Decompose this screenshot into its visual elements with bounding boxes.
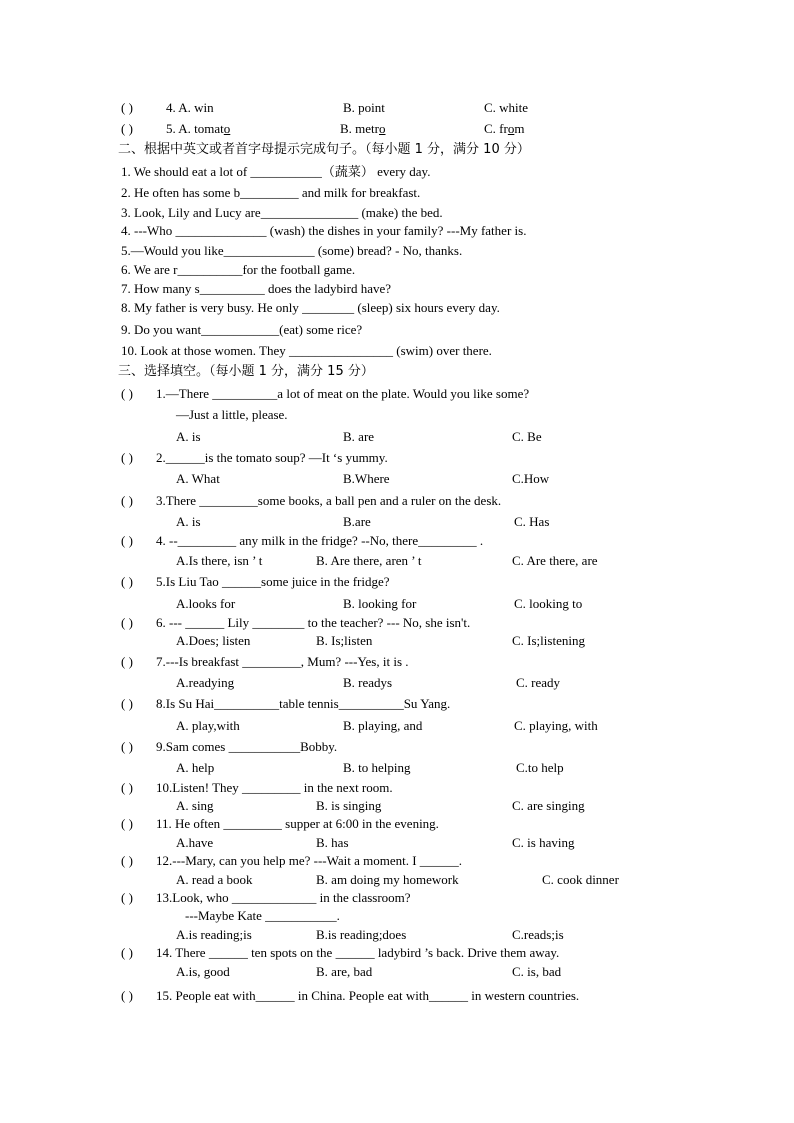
s3-q14-option-c: C. is, bad: [512, 964, 562, 979]
s3-q6-option-c: C. Is;listening: [512, 633, 585, 648]
s2-item-6: 6. We are r__________for the football game.: [121, 262, 356, 277]
s3-q9-stem: 9.Sam comes ___________Bobby.: [156, 739, 338, 754]
s2-item-10: 10. Look at those women. They ________________ (swim) over there.: [121, 343, 492, 358]
s3-q13-stem: 13.Look, who _____________ in the classroom?: [156, 890, 411, 905]
q4-option-c: C. white: [484, 100, 529, 115]
s3-q12-option-c: C. cook dinner: [542, 872, 619, 887]
s3-q4-option-b: B. Are there, aren ’ t: [316, 553, 422, 568]
s3-q14-stem: 14. There ______ ten spots on the ______ ladybird ’s back. Drive them away.: [156, 945, 560, 960]
s3-q8-paren: ( ): [121, 696, 133, 711]
s3-q7-option-a: A.readying: [176, 675, 235, 690]
s3-q5-paren: ( ): [121, 574, 133, 589]
q4-paren: ( ): [121, 100, 133, 115]
q5-c-underlined: o: [507, 121, 515, 136]
s3-q4-stem: 4. --_________ any milk in the fridge? --No, there_________ .: [156, 533, 484, 548]
s3-q13-paren: ( ): [121, 890, 133, 905]
s3-q2-option-a: A. What: [176, 471, 220, 486]
s3-q14-paren: ( ): [121, 945, 133, 960]
s2-item-2: 2. He often has some b_________ and milk for breakfast.: [121, 185, 421, 200]
s3-q15-paren: ( ): [121, 988, 133, 1003]
s3-q5-option-a: A.looks for: [176, 596, 236, 611]
s2-item-3: 3. Look, Lily and Lucy are_______________ (make) the bed.: [121, 205, 443, 220]
s3-q12-paren: ( ): [121, 853, 133, 868]
s3-q3-stem: 3.There _________some books, a ball pen and a ruler on the desk.: [156, 493, 502, 508]
s3-q11-option-a: A.have: [176, 835, 214, 850]
s3-q15-stem: 15. People eat with______ in China. People eat with______ in western countries.: [156, 988, 580, 1003]
s3-q2-option-c: C.How: [512, 471, 550, 486]
s2-item-8: 8. My father is very busy. He only ________ (sleep) six hours every day.: [121, 300, 500, 315]
s3-q10-option-a: A. sing: [176, 798, 214, 813]
q5-option-b: [340, 121, 386, 137]
s3-q4-option-c: C. Are there, are: [512, 553, 598, 568]
q5-option-c: [484, 121, 524, 137]
s3-q12-stem: 12.---Mary, can you help me? ---Wait a moment. I ______.: [156, 853, 463, 868]
s3-q13-option-a: A.is reading;is: [176, 927, 252, 942]
s3-q10-option-c: C. are singing: [512, 798, 585, 813]
s2-item-9: 9. Do you want____________(eat) some rice?: [121, 322, 363, 337]
s3-q6-paren: ( ): [121, 615, 133, 630]
section2-heading: 二、根据中英文或者首字母提示完成句子。（每小题 1 分，满分 10 分）: [118, 142, 530, 157]
section3-heading: 三、选择填空。（每小题 1 分，满分 15 分）: [118, 364, 374, 379]
q5-a-underlined: o: [223, 121, 231, 136]
s3-q6-stem: 6. --- ______ Lily ________ to the teacher? --- No, she isn't.: [156, 615, 471, 630]
s3-q7-option-b: B. readys: [343, 675, 393, 690]
s3-q9-paren: ( ): [121, 739, 133, 754]
s2-item-4: 4. ---Who ______________ (wash) the dishes in your family? ---My father is.: [121, 223, 527, 238]
q5-b-underlined: o: [379, 121, 386, 136]
s3-q4-option-a: A.Is there, isn ’ t: [176, 553, 263, 568]
s3-q13-option-b: B.is reading;does: [316, 927, 407, 942]
s3-q4-paren: ( ): [121, 533, 133, 548]
q5-c-text-end: m: [514, 121, 525, 136]
s3-q2-stem: 2.______is the tomato soup? —It ‘s yummy.: [156, 450, 388, 465]
s3-q5-option-c: C. looking to: [514, 596, 583, 611]
s3-q1-option-a: A. is: [176, 429, 201, 444]
s3-q7-stem: 7.---Is breakfast _________, Mum? ---Yes, it is .: [156, 654, 409, 669]
s3-q14-option-b: B. are, bad: [316, 964, 373, 979]
s3-q14-option-a: A.is, good: [176, 964, 230, 979]
q5-c-text: C. fr: [484, 121, 508, 136]
s3-q5-stem: 5.Is Liu Tao ______some juice in the fridge?: [156, 574, 390, 589]
q5-paren: ( ): [121, 121, 133, 136]
s3-q6-option-b: B. Is;listen: [316, 633, 373, 648]
q5-b-text: B. metr: [340, 121, 379, 136]
s2-item-5: 5.—Would you like______________ (some) bread? - No, thanks.: [121, 243, 463, 258]
s3-q12-option-b: B. am doing my homework: [316, 872, 459, 887]
s3-q7-paren: ( ): [121, 654, 133, 669]
s3-q12-option-a: A. read a book: [176, 872, 253, 887]
s3-q6-option-a: A.Does; listen: [176, 633, 251, 648]
s3-q11-option-b: B. has: [316, 835, 349, 850]
s3-q9-option-b: B. to helping: [343, 760, 411, 775]
s3-q10-paren: ( ): [121, 780, 133, 795]
s3-q2-option-b: B.Where: [343, 471, 390, 486]
s3-q13-option-c: C.reads;is: [512, 927, 564, 942]
s3-q11-option-c: C. is having: [512, 835, 575, 850]
s3-q3-option-c: C. Has: [514, 514, 550, 529]
s3-q13-stem2: ---Maybe Kate ___________.: [185, 908, 340, 923]
s3-q11-stem: 11. He often _________ supper at 6:00 in the evening.: [156, 816, 439, 831]
s3-q3-option-a: A. is: [176, 514, 201, 529]
s3-q7-option-c: C. ready: [516, 675, 561, 690]
s3-q9-option-c: C.to help: [516, 760, 564, 775]
s3-q1-paren: ( ): [121, 386, 133, 401]
s3-q1-option-c: C. Be: [512, 429, 542, 444]
s3-q3-option-b: B.are: [343, 514, 371, 529]
q5-a-text: 5. A. tomat: [166, 121, 224, 136]
s3-q5-option-b: B. looking for: [343, 596, 417, 611]
s3-q8-stem: 8.Is Su Hai__________table tennis__________Su Yang.: [156, 696, 451, 711]
s3-q8-option-c: C. playing, with: [514, 718, 598, 733]
s3-q9-option-a: A. help: [176, 760, 215, 775]
s3-q11-paren: ( ): [121, 816, 133, 831]
q5-option-a: [166, 121, 230, 137]
q4-option-b: B. point: [343, 100, 385, 115]
s3-q1-stem: 1.—There __________a lot of meat on the plate. Would you like some?: [156, 386, 530, 401]
q4-option-a: 4. A. win: [166, 100, 214, 115]
s3-q2-paren: ( ): [121, 450, 133, 465]
s2-item-7: 7. How many s__________ does the ladybird have?: [121, 281, 392, 296]
s3-q1-stem2: —Just a little, please.: [176, 407, 288, 422]
s3-q10-stem: 10.Listen! They _________ in the next room.: [156, 780, 393, 795]
s3-q8-option-a: A. play,with: [176, 718, 240, 733]
s3-q3-paren: ( ): [121, 493, 133, 508]
s3-q10-option-b: B. is singing: [316, 798, 382, 813]
s3-q8-option-b: B. playing, and: [343, 718, 423, 733]
s2-item-1: 1. We should eat a lot of ___________（蔬菜） every day.: [121, 164, 431, 179]
s3-q1-option-b: B. are: [343, 429, 375, 444]
